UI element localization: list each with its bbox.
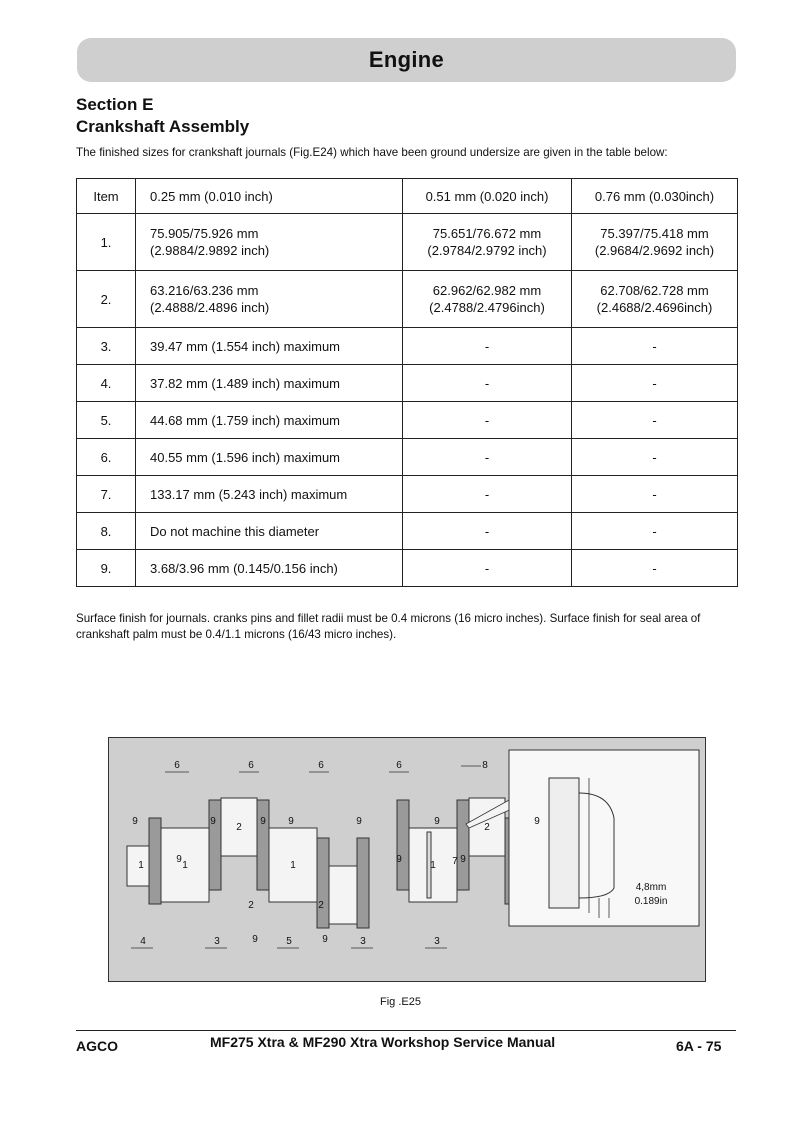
fillet-label-9: 9 bbox=[460, 854, 466, 865]
table-row bbox=[77, 402, 738, 439]
cell-line: (2.4788/2.4796inch) bbox=[429, 300, 545, 315]
table-row bbox=[77, 476, 738, 513]
cell-line: 75.397/75.418 mm bbox=[600, 226, 709, 241]
cell-line: 62.708/62.728 mm bbox=[600, 283, 709, 298]
fillet-label-9: 9 bbox=[288, 816, 294, 827]
row-item: 9. bbox=[77, 550, 136, 587]
bottom-label-5: 5 bbox=[286, 936, 292, 947]
fillet-label-9: 9 bbox=[396, 854, 402, 865]
cell-051 bbox=[403, 271, 572, 328]
cell-051: - bbox=[403, 402, 572, 439]
section-heading bbox=[76, 94, 249, 138]
crankshaft-figure bbox=[108, 737, 706, 982]
section-label: Section E bbox=[76, 95, 154, 114]
dim-label-6: 6 bbox=[248, 760, 254, 771]
header-076: 0.76 mm (0.030inch) bbox=[572, 179, 738, 214]
footer-page-number: 6A - 75 bbox=[676, 1038, 722, 1054]
pin-label-2: 2 bbox=[236, 822, 242, 833]
cell-051: - bbox=[403, 365, 572, 402]
bottom-label-3: 3 bbox=[434, 936, 440, 947]
cell-076 bbox=[572, 271, 738, 328]
table-row bbox=[77, 365, 738, 402]
fillet-label-9: 9 bbox=[260, 816, 266, 827]
fillet-label-9: 9 bbox=[434, 816, 440, 827]
cell-051: - bbox=[403, 513, 572, 550]
cell-line: 75.651/76.672 mm bbox=[432, 226, 542, 241]
cell-076: - bbox=[572, 439, 738, 476]
bottom-label-4: 4 bbox=[140, 936, 146, 947]
intro-paragraph: The finished sizes for crankshaft journals (Fig.E24) which have been ground undersize are given in the table below: bbox=[76, 146, 668, 159]
undersize-table bbox=[76, 178, 738, 587]
fillet-label-9: 9 bbox=[252, 934, 258, 945]
cell-025 bbox=[136, 214, 403, 271]
journal-label-1: 1 bbox=[430, 860, 436, 871]
cell-051: - bbox=[403, 439, 572, 476]
pin-label-2: 2 bbox=[248, 900, 254, 911]
cell-076 bbox=[572, 214, 738, 271]
cell-025: 3.68/3.96 mm (0.145/0.156 inch) bbox=[136, 550, 403, 587]
detail-dim-inch: 0.189in bbox=[634, 896, 668, 907]
header-025: 0.25 mm (0.010 inch) bbox=[136, 179, 403, 214]
cell-076: - bbox=[572, 476, 738, 513]
footer-manual-title: MF275 Xtra & MF290 Xtra Workshop Service Manual bbox=[210, 1034, 556, 1050]
fillet-label-9: 9 bbox=[322, 934, 328, 945]
dim-label-6: 6 bbox=[174, 760, 180, 771]
journal-label-1: 1 bbox=[290, 860, 296, 871]
header-item: Item bbox=[77, 179, 136, 214]
pin-label-2: 2 bbox=[318, 900, 324, 911]
table-row bbox=[77, 513, 738, 550]
cell-076: - bbox=[572, 513, 738, 550]
crank-web bbox=[457, 800, 469, 890]
cell-051: - bbox=[403, 550, 572, 587]
bottom-label-3: 3 bbox=[214, 936, 220, 947]
crank-web bbox=[317, 838, 329, 928]
cell-025: 40.55 mm (1.596 inch) maximum bbox=[136, 439, 403, 476]
table-row bbox=[77, 550, 738, 587]
journal-label-1: 1 bbox=[138, 860, 144, 871]
crank-web bbox=[149, 818, 161, 904]
fillet-label-9: 9 bbox=[132, 816, 138, 827]
cell-line: 75.905/75.926 mm bbox=[150, 226, 259, 241]
table-header-row bbox=[77, 179, 738, 214]
dim-label-8: 8 bbox=[482, 760, 488, 771]
row-item: 8. bbox=[77, 513, 136, 550]
cell-line: (2.4688/2.4696inch) bbox=[596, 300, 713, 315]
table-row bbox=[77, 439, 738, 476]
table-row bbox=[77, 271, 738, 328]
cell-051 bbox=[403, 214, 572, 271]
cell-076: - bbox=[572, 365, 738, 402]
fillet-label-9: 9 bbox=[534, 816, 540, 827]
fillet-label-9: 9 bbox=[356, 816, 362, 827]
label-7: 7 bbox=[452, 856, 458, 867]
cell-051: - bbox=[403, 476, 572, 513]
crank-web bbox=[209, 800, 221, 890]
cell-076: - bbox=[572, 550, 738, 587]
cell-025: 39.47 mm (1.554 inch) maximum bbox=[136, 328, 403, 365]
surface-finish-note: Surface finish for journals. cranks pins and fillet radii must be 0.4 microns (16 micro inches). Surface finish for seal area of crankshaft palm must be 0.4/1.1 microns (16/43 micro inches). bbox=[76, 612, 701, 641]
footer-brand: AGCO bbox=[76, 1038, 118, 1054]
footer-divider bbox=[76, 1030, 736, 1031]
row-item: 6. bbox=[77, 439, 136, 476]
header-banner bbox=[77, 38, 736, 82]
row-item: 5. bbox=[77, 402, 136, 439]
crank-web bbox=[397, 800, 409, 890]
bottom-label-3: 3 bbox=[360, 936, 366, 947]
fillet-label-9: 9 bbox=[176, 854, 182, 865]
cell-025: Do not machine this diameter bbox=[136, 513, 403, 550]
row-item: 7. bbox=[77, 476, 136, 513]
cell-line: (2.4888/2.4896 inch) bbox=[150, 300, 270, 315]
detail-flange bbox=[549, 778, 579, 908]
row-item: 1. bbox=[77, 214, 136, 271]
journal-label-1: 1 bbox=[182, 860, 188, 871]
page-title: Engine bbox=[368, 47, 445, 72]
section-subtitle: Crankshaft Assembly bbox=[76, 117, 250, 136]
cell-025: 37.82 mm (1.489 inch) maximum bbox=[136, 365, 403, 402]
cell-076: - bbox=[572, 402, 738, 439]
detail-dim-mm: 4,8mm bbox=[635, 882, 667, 893]
pin-label-2: 2 bbox=[484, 822, 490, 833]
cell-line: (2.9684/2.9692 inch) bbox=[594, 243, 715, 258]
row-item: 2. bbox=[77, 271, 136, 328]
figure-caption: Fig .E25 bbox=[380, 996, 421, 1008]
crank-web bbox=[257, 800, 269, 890]
table-row bbox=[77, 214, 738, 271]
dim-label-6: 6 bbox=[396, 760, 402, 771]
cell-025 bbox=[136, 271, 403, 328]
cell-line: 63.216/63.236 mm bbox=[150, 283, 259, 298]
row-item: 4. bbox=[77, 365, 136, 402]
table-row bbox=[77, 328, 738, 365]
cell-line: (2.9784/2.9792 inch) bbox=[427, 243, 547, 258]
cell-line: (2.9884/2.9892 inch) bbox=[150, 243, 270, 258]
row-item: 3. bbox=[77, 328, 136, 365]
cell-025: 133.17 mm (5.243 inch) maximum bbox=[136, 476, 403, 513]
detail-inset bbox=[509, 750, 699, 926]
cell-025: 44.68 mm (1.759 inch) maximum bbox=[136, 402, 403, 439]
crank-pin bbox=[329, 866, 357, 924]
header-051: 0.51 mm (0.020 inch) bbox=[403, 179, 572, 214]
cell-051: - bbox=[403, 328, 572, 365]
crank-web bbox=[357, 838, 369, 928]
dim-label-6: 6 bbox=[318, 760, 324, 771]
fillet-label-9: 9 bbox=[210, 816, 216, 827]
cell-line: 62.962/62.982 mm bbox=[432, 283, 542, 298]
crankshaft-diagram bbox=[109, 738, 705, 981]
cell-076: - bbox=[572, 328, 738, 365]
